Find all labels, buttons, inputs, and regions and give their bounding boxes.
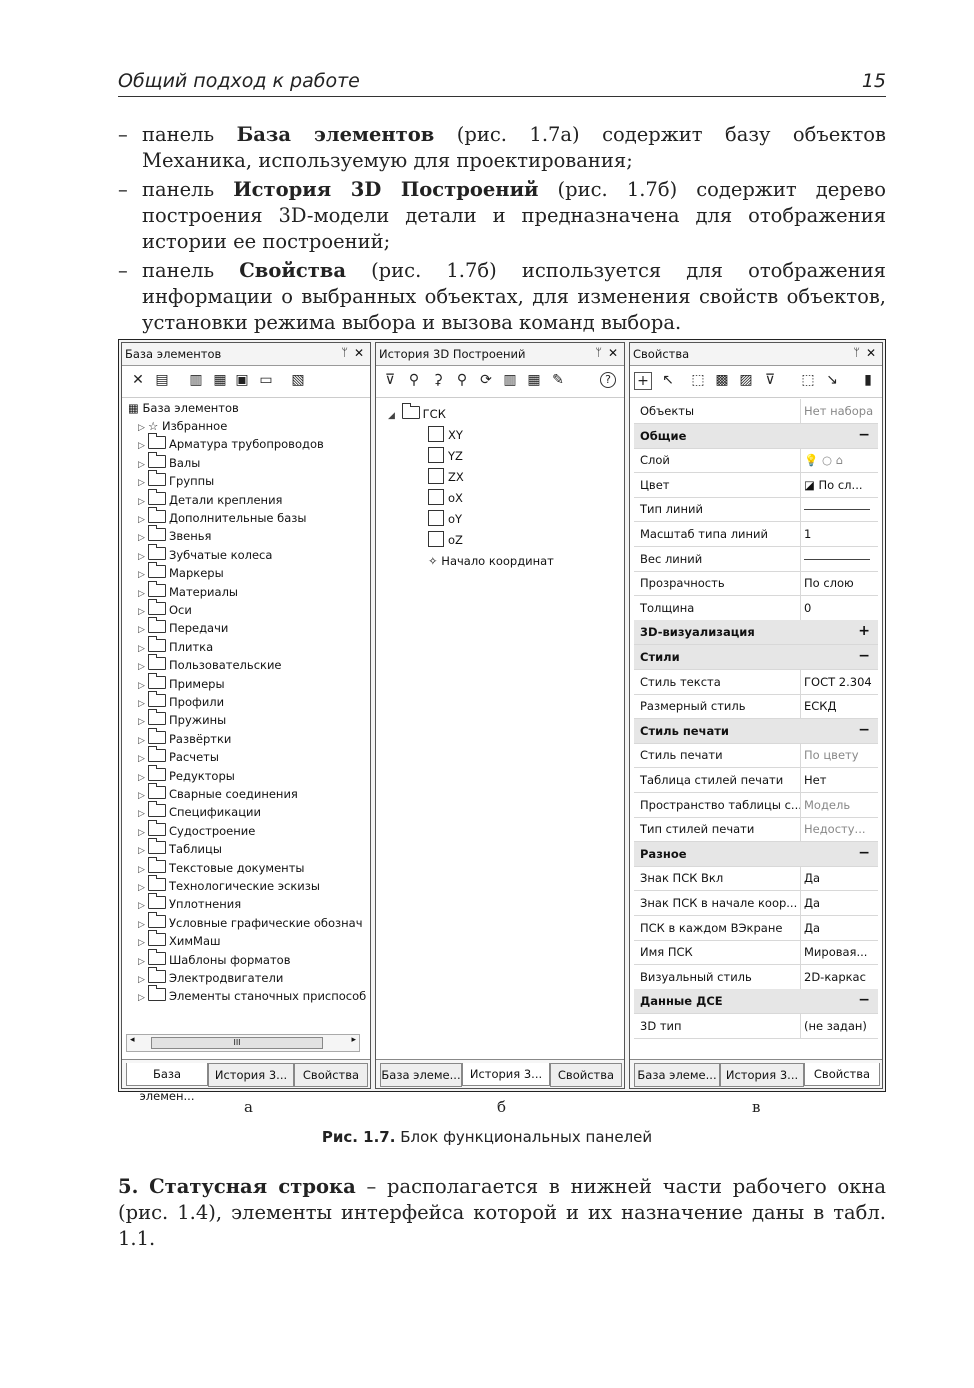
pin-icon[interactable]: ᛘ [341,346,348,359]
filter-icon[interactable]: ⊽ [384,372,396,388]
item-label: Спецификации [169,805,261,820]
panel-title: Свойства [633,347,690,361]
tab-history[interactable]: История 3... [208,1063,294,1087]
item-label: oX [448,491,463,505]
item-label: Профили [169,695,225,709]
folder-icon [148,970,166,983]
item-label: YZ [448,449,463,463]
bullet-dash: – [118,178,128,201]
item-label: Развёртки [169,731,232,746]
bullet-text: (рис. 1.7б) содержит дерево построения 3D-модели детали и предназначена для отображения истории ее построений; [142,178,886,253]
help-icon[interactable]: ? [600,372,616,388]
property-key: Вес линий [640,551,703,566]
select-all-icon[interactable]: ▩ [715,372,729,388]
bullet-text: панель [142,178,234,201]
list-item[interactable]: ▷ Группы [138,474,215,489]
folder-icon [148,768,166,781]
pin-icon[interactable]: ᛘ [595,346,602,359]
tree-collapse-icon[interactable]: ⚲ [456,372,468,388]
list-item[interactable]: ▷ Арматура трубопроводов [138,437,324,452]
property-row[interactable] [634,522,878,547]
axis-icon [428,510,444,526]
property-group[interactable] [634,620,878,645]
axis-icon [428,489,444,505]
group-title: Стиль печати [640,723,729,738]
delete-icon[interactable]: ✕ [132,372,144,388]
group-title: Разное [640,846,687,861]
property-row[interactable] [634,817,878,842]
list-item[interactable]: ▷ Примеры [138,676,225,691]
scroll-left-icon[interactable]: ◂ [130,1035,135,1045]
line-type-preview [804,502,876,516]
bullet-item [118,122,886,174]
list-item[interactable]: ▷ Условные графические обознач [138,915,363,930]
running-header [118,64,886,97]
select-by-type-icon[interactable]: ▨ [739,372,753,388]
list-item[interactable] [428,531,463,549]
property-key: Знак ПСК Вкл [640,871,724,886]
property-value: Да [804,871,821,886]
folder-icon [148,639,166,652]
item-label: Передачи [169,621,229,636]
folder-icon [148,786,166,799]
list-item[interactable]: ▷ Валы [138,455,201,470]
folder-icon [148,620,166,633]
item-label: ZX [448,470,464,484]
folder-icon [148,896,166,909]
item-label: Зубчатые колеса [169,547,273,562]
item-label: Таблицы [169,842,222,857]
item-label: Избранное [161,419,228,433]
panel-menu-icon[interactable]: ▮ [864,372,872,388]
property-key: Толщина [640,600,695,615]
folder-icon [148,749,166,762]
property-value: Мировая... [804,945,868,960]
property-row[interactable] [634,793,878,818]
subfigure-label: а [244,1098,253,1116]
folder-icon [148,823,166,836]
list-item[interactable]: ▷ Профили [138,695,225,709]
section-term: Статусная строка [149,1175,356,1198]
item-label: Дополнительные базы [169,511,307,525]
tab-properties[interactable]: Свойства [804,1063,880,1086]
property-row[interactable] [634,916,878,941]
list-item[interactable]: ▷ Звенья [138,529,212,544]
property-row[interactable] [634,448,878,473]
list-item[interactable]: ▷ ХимМаш [138,934,221,949]
plane-icon [428,447,444,463]
property-value: 0 [804,600,812,615]
folder-icon [148,602,166,615]
folder-icon [148,712,166,725]
property-key: Размерный стиль [640,699,746,714]
figure-panels [118,339,886,1103]
list-item[interactable]: ▷ Маркеры [138,566,224,581]
list-item[interactable] [428,468,464,486]
panel-element-base [121,342,371,1103]
list-item[interactable]: ▷ Плитка [138,639,214,654]
subfigure-label: в [752,1098,761,1116]
property-key: Стиль печати [640,748,723,763]
property-value: Нет набора [804,404,874,418]
toolbar [376,367,624,398]
tree-root[interactable]: ▦ База элементов [128,401,239,415]
list-item[interactable] [428,489,463,507]
list-item[interactable]: ▷ Пользовательские [138,658,282,673]
filter-icon[interactable]: ⊽ [764,372,776,388]
property-key: Таблица стилей печати [640,773,784,787]
folder-icon [148,547,166,560]
pin-icon[interactable]: ᛘ [853,346,860,359]
select-window-icon[interactable]: ⬚ [691,372,705,388]
tree-root[interactable]: ◢ ГСК [388,407,446,421]
item-label: Группы [169,474,215,489]
folder-icon [148,510,166,523]
folder-icon [148,731,166,744]
item-label: Плитка [169,639,214,654]
property-row[interactable] [634,399,878,424]
section-number: 5. [118,1175,139,1198]
property-key: Стиль текста [640,674,721,689]
origin-icon: ✧ [428,554,442,568]
list-item[interactable]: ▷ Оси [138,603,192,617]
property-key: Пространство таблицы с... [640,797,802,812]
collapse-icon[interactable]: − [858,426,870,443]
panel-tabs [630,1059,882,1088]
property-group[interactable] [634,719,878,744]
list-item[interactable]: ▷ Дополнительные базы [138,511,307,525]
property-group[interactable] [634,989,878,1014]
property-value: 2D-каркас [804,969,866,984]
header-title: Общий подход к работе [118,70,360,92]
panel-title-bar [376,343,624,366]
item-label: Материалы [169,584,238,599]
tab-history[interactable]: История 3... [720,1063,804,1087]
item-label: Арматура трубопроводов [169,437,324,452]
folder-icon [402,406,420,419]
folder-icon [148,455,166,468]
folder-tools-icon[interactable]: ▦ [213,372,227,388]
close-icon[interactable]: ✕ [865,346,876,360]
property-key: Знак ПСК в начале коор... [640,896,798,910]
item-label: oY [448,512,463,526]
edit-icon[interactable]: ✎ [552,372,564,388]
list-item[interactable]: ▷ Зубчатые колеса [138,547,273,562]
property-group[interactable] [634,424,878,449]
tab-element-base[interactable]: База элемен... [126,1063,208,1086]
property-row[interactable] [634,596,878,621]
plane-icon [428,468,444,484]
add-selection-icon[interactable]: + [634,372,652,390]
tree-root-label: База элементов [142,401,239,415]
cursor-icon[interactable]: ↖ [662,372,674,388]
item-label: Уплотнения [169,897,242,912]
property-row[interactable] [634,1014,878,1039]
folder-icon [148,804,166,817]
list-item[interactable]: ▷ Судостроение [138,823,256,838]
layers-icon[interactable]: ▦ [527,372,541,388]
property-value: По слою [804,576,854,591]
folder-icon [148,584,166,597]
item-label: Условные графические обознач [169,915,363,930]
bullet-dash: – [118,259,128,282]
property-value: Модель [804,797,851,812]
section-paragraph [118,1174,886,1252]
bullet-bold: Свойства [239,259,346,282]
property-row[interactable] [634,866,878,891]
item-label: Пружины [169,713,227,728]
property-key: Слой [640,453,670,468]
star-icon: ☆ [148,419,162,433]
bullet-text: (рис. 1.7б) используется для отображения информации о выбранных объектах, для изменения свойств объектов, установки режима выбора и вызова команд выбора. [142,259,886,334]
folder-icon [148,933,166,946]
bullet-bold: База элементов [236,123,435,146]
list-item[interactable]: ▷ Сварные соединения [138,787,298,801]
property-value: ЕСКД [804,699,837,714]
folder-icon [148,492,166,505]
item-label: Элементы станочных приспособ [169,989,367,1004]
horizontal-scrollbar[interactable] [126,1034,360,1052]
caption-text: Блок функциональных панелей [395,1128,653,1146]
list-item[interactable] [428,447,463,465]
list-item[interactable]: ▷ Текстовые документы [138,860,305,875]
bullet-item [118,258,886,336]
item-label: Звенья [169,529,212,544]
list-item[interactable]: ▷ Электродвигатели [138,971,284,985]
collapse-icon[interactable]: − [858,992,870,1009]
folder-icon [148,657,166,670]
item-label: Маркеры [169,566,224,581]
caption-number: Рис. 1.7. [321,1128,396,1146]
panel-title: История 3D Построений [379,347,526,361]
property-key: Имя ПСК [640,945,693,960]
tab-properties[interactable]: Свойства [294,1063,368,1087]
bullet-list [118,122,886,339]
axis-icon [428,531,444,547]
item-label: Расчеты [169,750,219,765]
list-item[interactable]: ▷ Развёртки [138,731,232,746]
tab-element-base[interactable]: База элеме... [380,1063,462,1087]
bullet-bold: История 3D Построений [233,178,539,201]
scroll-right-icon[interactable]: ▸ [351,1035,356,1045]
item-label: Валы [169,455,201,470]
list-item[interactable]: ▷ Пружины [138,713,227,728]
list-item[interactable]: ▷ Детали крепления [138,492,283,507]
list-item[interactable]: ▷ Спецификации [138,805,261,820]
folder-icon [148,676,166,689]
list-item[interactable]: ▷ Элементы станочных приспособ [138,989,367,1004]
property-row[interactable] [634,768,878,793]
folder-icon [148,988,166,1001]
property-row[interactable] [634,940,878,965]
tab-element-base[interactable]: База элеме... [634,1063,720,1087]
item-label: Детали крепления [169,492,283,507]
list-item[interactable] [428,426,463,444]
library-icon[interactable]: ▤ [155,372,169,388]
property-value: ◪ По сл... [804,477,863,492]
tree-expand-icon[interactable]: ⚳ [432,372,444,388]
property-value: 1 [804,527,812,541]
property-key: Цвет [640,477,670,492]
item-label: Технологические эскизы [169,879,320,893]
panel-properties [629,342,883,1089]
item-label: XY [448,428,463,442]
line-weight-preview [804,552,876,566]
list-item[interactable]: ▷ Редукторы [138,768,235,783]
tree-icon[interactable]: ⚲ [408,372,420,388]
property-row[interactable] [634,571,878,596]
folder-icon [148,878,166,891]
list-item[interactable]: ▷ Таблицы [138,842,222,857]
property-key: Тип стилей печати [640,822,755,837]
property-key: 3D тип [640,1019,682,1033]
export-icon[interactable]: ▧ [291,372,305,388]
item-label: Шаблоны форматов [169,952,291,967]
property-row[interactable] [634,670,878,695]
item-label: Электродвигатели [169,971,284,985]
expand-icon[interactable]: + [858,623,870,640]
subfigure-label: б [497,1098,507,1116]
panel-tabs [122,1059,370,1103]
folder-icon [148,473,166,486]
property-row[interactable] [634,473,878,498]
list-item[interactable] [428,510,462,528]
item-label: Пользовательские [169,658,282,673]
group-title: Данные ДСЕ [640,994,723,1009]
property-row[interactable] [634,694,878,719]
bullet-item [118,177,886,255]
panel-3d-history [375,342,625,1089]
invert-icon[interactable]: ↘ [826,372,838,388]
property-row[interactable] [634,497,878,522]
tab-history[interactable]: История 3... [462,1063,550,1086]
folder-icon [148,915,166,928]
collapse-icon[interactable]: − [858,721,870,738]
property-key: Визуальный стиль [640,969,752,984]
close-icon[interactable]: ✕ [353,346,364,360]
item-label: Редукторы [169,768,235,783]
view-icon[interactable]: ▣ [235,372,249,388]
property-row[interactable] [634,547,878,572]
property-value: По цвету [804,748,859,763]
page-number: 15 [861,70,886,92]
bullet-dash: – [118,123,128,146]
section-text: – располагается в нижней части рабочего окна (рис. 1.4), элементы интерфейса которой и их назначение даны в табл. 1.1. [118,1175,887,1250]
list-item[interactable]: ▷ Передачи [138,621,229,636]
property-value: ГОСТ 2.304 [804,674,872,689]
item-label: oZ [448,533,463,547]
folder-icon [148,860,166,873]
property-row[interactable] [634,965,878,990]
refresh-icon[interactable]: ⟳ [480,372,492,388]
list-item[interactable]: ▷ Материалы [138,584,238,599]
panel-title-bar [630,343,882,366]
property-key: Масштаб типа линий [640,527,768,541]
folder-icon [148,952,166,965]
tree-root-label: ГСК [422,407,446,421]
panel-tabs [376,1059,624,1088]
property-value: Недосту... [804,822,866,837]
scroll-thumb[interactable]: III [151,1037,323,1049]
folder-icon [148,565,166,578]
toolbar [630,367,882,398]
item-label: Начало координат [441,554,554,568]
property-value: Да [804,896,821,910]
plane-icon [428,426,444,442]
folder-icon [148,528,166,541]
item-label: ХимМаш [169,934,221,949]
group-title: 3D-визуализация [640,625,755,640]
folder-icon [148,694,166,707]
deselect-icon[interactable]: ⬚ [801,372,815,388]
property-value: Да [804,920,821,935]
item-label: Примеры [169,676,225,691]
list-item[interactable]: ▷ ☆ Избранное [138,419,228,433]
item-label: Текстовые документы [169,860,305,875]
item-label: Оси [169,603,192,617]
tab-properties[interactable]: Свойства [550,1063,622,1087]
property-value: (не задан) [804,1019,867,1033]
figure-caption [0,1128,974,1146]
collapse-icon[interactable]: − [858,844,870,861]
folder-icon [148,841,166,854]
property-value: Нет [804,773,827,787]
panel-title-bar [122,343,370,366]
group-title: Общие [640,428,687,443]
folder-icon [148,436,166,449]
layer-state-icons: 💡 ○ ⌂ [804,453,843,468]
group-title: Стили [640,650,680,664]
list-item[interactable]: ▷ Расчеты [138,750,219,765]
property-key: Тип линий [640,502,703,517]
list-item[interactable]: ▷ Уплотнения [138,897,242,912]
property-key: ПСК в каждом ВЭкране [640,920,783,935]
property-row[interactable] [634,743,878,768]
bullet-text: панель [142,123,237,146]
item-label: Сварные соединения [169,787,298,801]
build-icon[interactable]: ▥ [503,372,517,388]
bullet-text: (рис. 1.7а) содержит базу объектов Механика, используемую для проектирования; [142,123,886,172]
property-group[interactable] [634,842,878,867]
insert-icon[interactable]: ▥ [189,372,203,388]
list-item[interactable]: ▷ Шаблоны форматов [138,952,291,967]
list-item[interactable] [428,552,554,570]
panel-title: База элементов [125,347,222,361]
toolbar [122,367,370,398]
search-icon[interactable]: ▭ [259,372,273,388]
property-key: Объекты [640,404,695,418]
list-item[interactable]: ▷ Технологические эскизы [138,879,320,893]
property-row[interactable] [634,891,878,916]
bullet-text: панель [142,259,240,282]
property-key: Прозрачность [640,576,725,591]
collapse-icon[interactable]: − [858,648,870,664]
item-label: Судостроение [169,823,256,838]
close-icon[interactable]: ✕ [607,346,618,360]
property-group[interactable] [634,645,878,670]
